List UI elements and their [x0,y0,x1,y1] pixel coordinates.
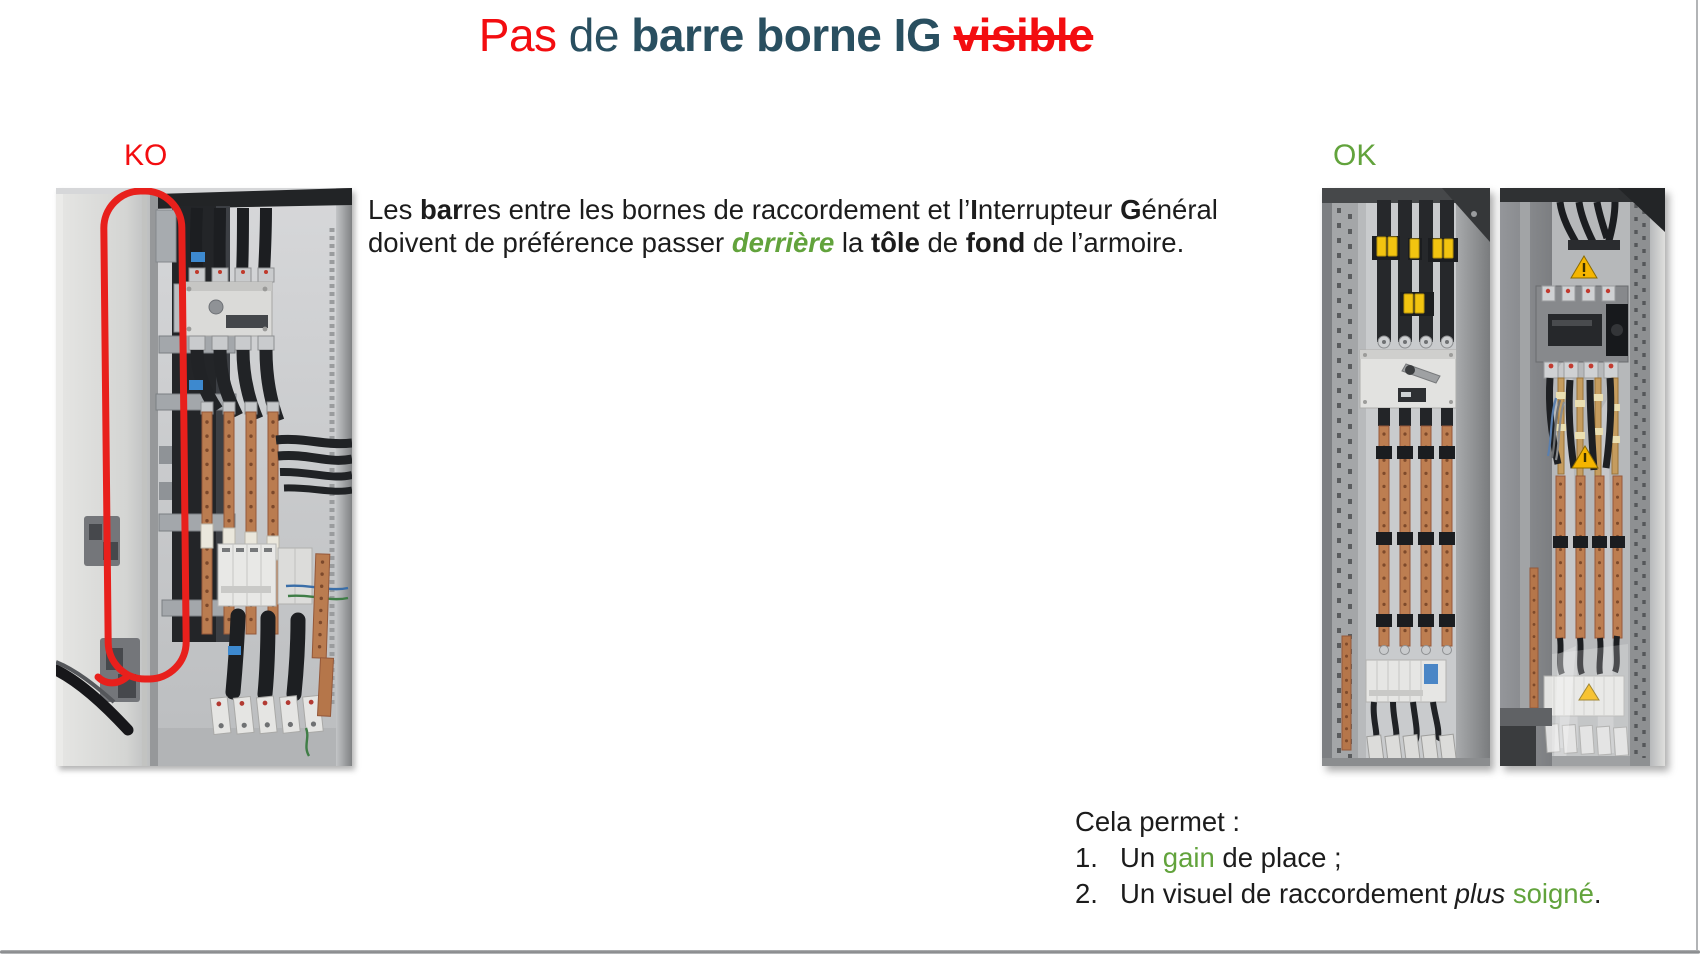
text-segment: doivent de préférence passer [368,227,732,258]
benefits-block [1075,804,1602,912]
benefit-number: 1. [1075,842,1098,873]
text-segment: la [834,227,871,258]
text-segment: de [919,227,966,258]
ko-label: KO [124,139,168,172]
text-segment: Les [368,194,420,225]
text-segment: nterrupteur [977,194,1121,225]
text-segment-derriere: derrière [731,227,835,258]
title-word-de: de [556,9,632,61]
ko-photo [56,188,352,766]
text-segment: I [970,194,978,225]
text-segment-plus: plus [1454,878,1506,909]
page-title [0,8,1572,63]
text-segment: de place ; [1214,842,1342,873]
text-segment: bar [419,194,463,225]
slide-bottom-border [0,950,1700,954]
text-segment: tôle [870,227,920,258]
slide-right-border [1696,0,1698,950]
benefit-text [1120,840,1342,876]
title-word-visible: visible [953,9,1094,61]
text-segment-gain: gain [1162,842,1215,873]
text-segment [1505,878,1513,909]
text-segment: G [1120,194,1142,225]
text-segment: res entre les bornes de raccordement et l’ [462,194,971,225]
text-segment: de l’armoire. [1025,227,1185,258]
benefit-number: 2. [1075,878,1098,909]
text-segment: fond [965,227,1026,258]
text-segment-soigne: soigné [1512,878,1594,909]
ok-label: OK [1333,139,1377,172]
description-text [368,193,1218,259]
text-segment: Un [1120,842,1163,873]
text-segment: énéral [1141,194,1218,225]
description-line-2 [368,226,1218,259]
title-word-barre-borne-ig: barre borne IG [631,9,954,61]
benefits-intro: Cela permet : [1075,806,1241,837]
description-line-1 [368,193,1218,226]
ok-photo-2 [1500,188,1665,766]
benefit-text [1120,876,1602,912]
ok-photo-1 [1322,188,1490,766]
title-word-pas: Pas [478,9,557,61]
benefit-item-1 [1075,840,1602,876]
benefit-item-2 [1075,876,1602,912]
text-segment: Un visuel de raccordement [1120,878,1455,909]
text-segment: . [1593,878,1602,909]
